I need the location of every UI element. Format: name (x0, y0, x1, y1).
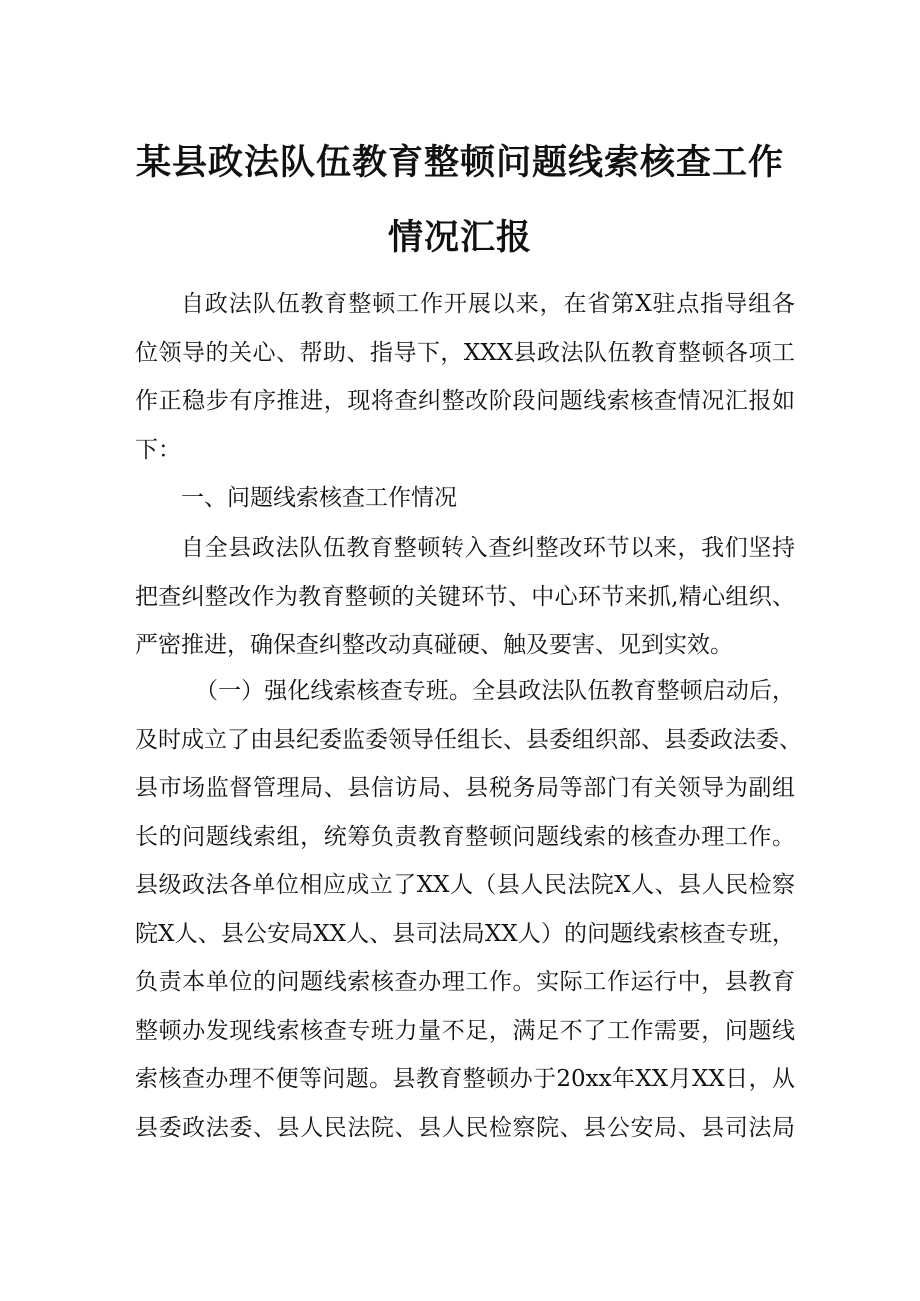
paragraph-line: 自全县政法队伍教育整顿转入查纠整改环节以来，我们坚持 (181, 535, 795, 561)
paragraph-line: 县级政法各单位相应成立了XX人（县人民法院X人、县人民检察 (135, 872, 795, 898)
paragraph-line: 整顿办发现线索核查专班力量不足，满足不了工作需要，问题线 (135, 1017, 795, 1044)
paragraph-line: 及时成立了由县纪委监委领导任组长、县委组织部、县委政法委、 (135, 726, 802, 753)
paragraph-line: 长的问题线索组，统筹负责教育整顿问题线索的核查办理工作。 (135, 823, 795, 850)
paragraph-line: 负责本单位的问题线索核查办理工作。实际工作运行中，县教育 (135, 969, 795, 995)
paragraph-line: 自政法队伍教育整顿工作开展以来，在省第X驻点指导组各 (181, 291, 795, 317)
section-heading-1 (135, 474, 795, 523)
paragraph-line: 严密推进，确保查纠整改动真碰硬、触及要害、见到实效。 (135, 632, 733, 658)
document-title-line-2: 情况汇报 (387, 218, 532, 258)
paragraph-line: 县市场监督管理局、县信访局、县税务局等部门有关领导为副组 (135, 775, 795, 801)
section-heading-text: 一、问题线索核查工作情况 (181, 485, 457, 511)
paragraph-special-team (135, 667, 802, 1152)
document-title-line-1: 某县政法队伍教育整顿问题线索核查工作 (135, 143, 784, 183)
paragraph-line: 位领导的关心、帮助、指导下，XXX县政法队伍教育整顿各项工 (135, 339, 795, 366)
paragraph-intro (135, 280, 795, 474)
paragraph-line: 院X人、县公安局XX人、县司法局XX人）的问题线索核查专班， (135, 920, 795, 947)
paragraph-line: 县委政法委、县人民法院、县人民检察院、县公安局、县司法局 (135, 1114, 795, 1141)
paragraph-line: 下： (135, 436, 181, 463)
paragraph-line: 索核查办理不便等问题。县教育整顿办于20xx年XX月XX日，从 (135, 1066, 795, 1092)
paragraph-line: 把查纠整改作为教育整顿的关键环节、中心环节来抓,精心组织、 (135, 583, 795, 610)
paragraph-overview (135, 524, 795, 670)
paragraph-line: （一）强化线索核查专班。全县政法队伍教育整顿启动后， (195, 678, 795, 704)
paragraph-line: 作正稳步有序推进，现将查纠整改阶段问题线索核查情况汇报如 (135, 388, 795, 414)
